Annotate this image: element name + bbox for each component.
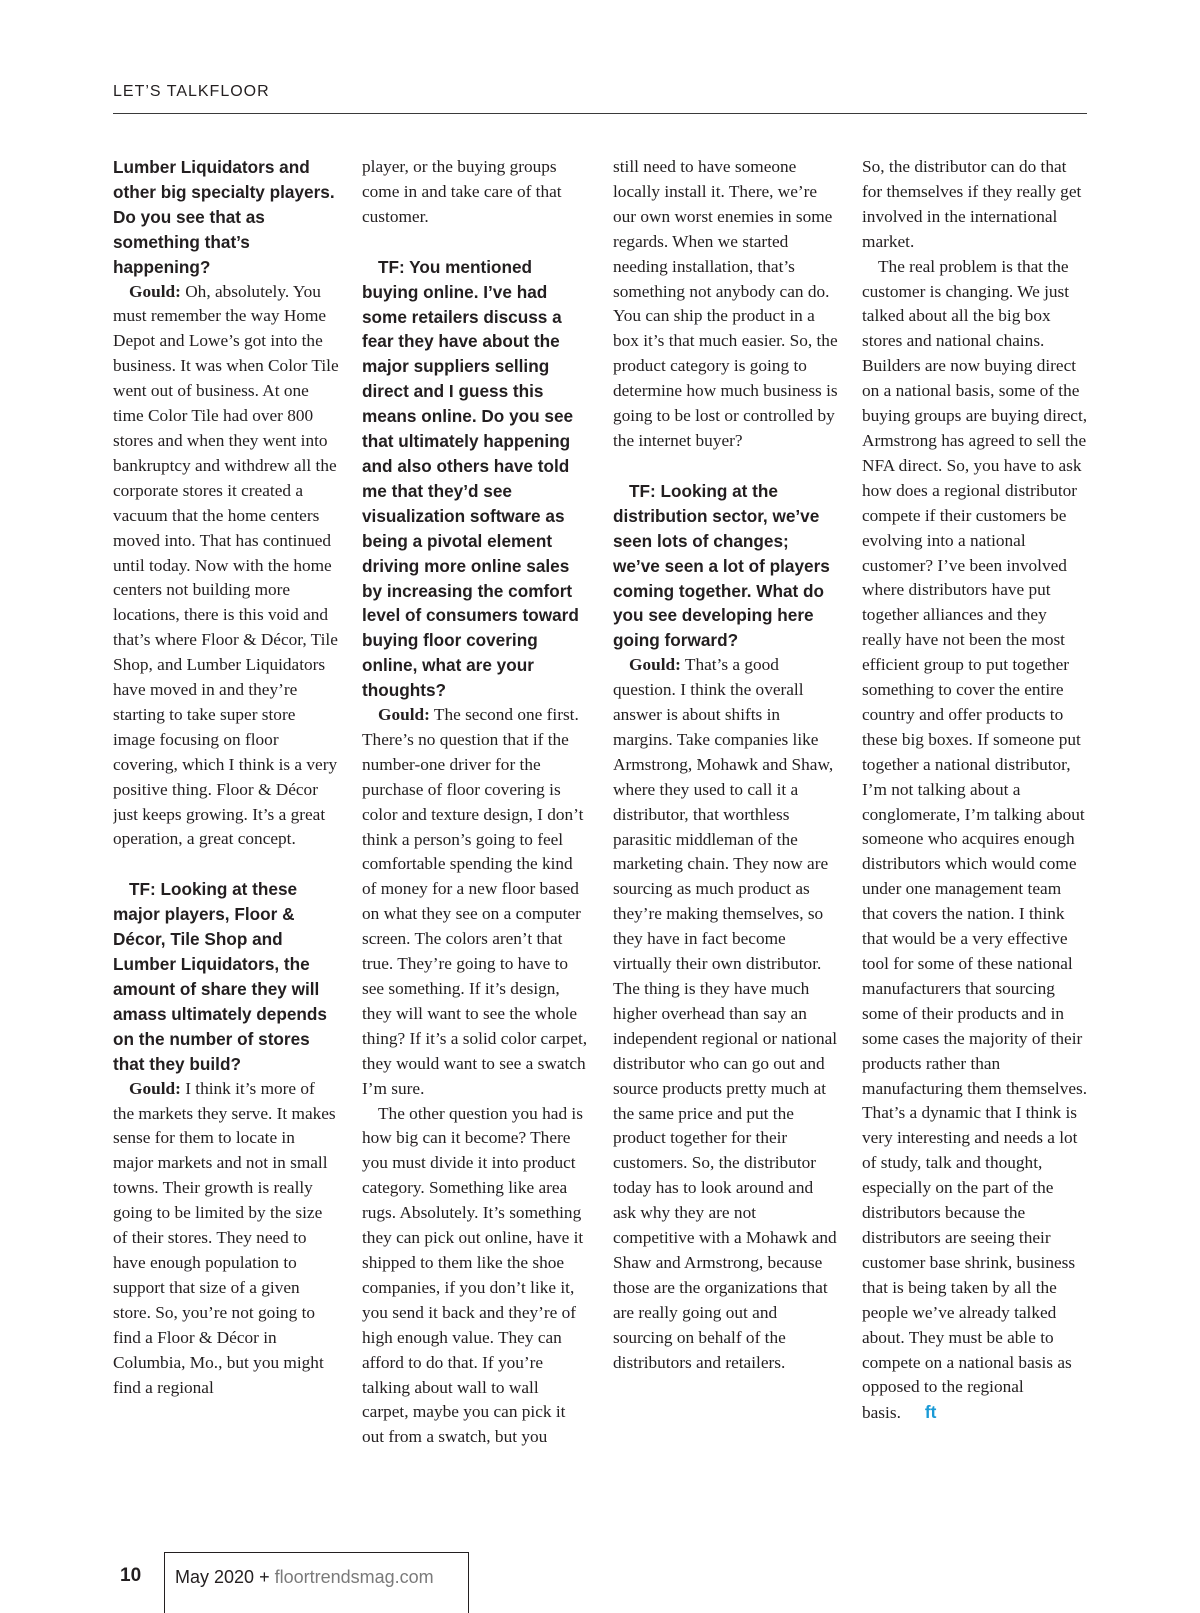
footer-separator: + xyxy=(259,1567,270,1587)
answer-paragraph: The other question you had is how big can it become? There you must divide it into product category. Something like area rugs. Absolutely. It’s something they can pick out online, have it shipped to them like the shoe companies, if you don’t like it, you send it back and they’re of high enough value. They can afford to do that. If you’re talking about wall to wall carpet, maybe you can pick it out from a swatch, but you xyxy=(362,1103,584,1447)
article-column-4 xyxy=(862,155,1088,1505)
article-column-3 xyxy=(613,155,839,1505)
answer-text: I think it’s more of the markets they serve. It makes sense for them to locate in major markets and not in small towns. Their growth is really going to be limited by the size of their stores. They need to have enough population to support that size of a given store. So, you’re not going to find a Floor & Décor in Columbia, Mo., but you might find a regional xyxy=(113,1078,336,1397)
answer-paragraph: So, the distributor can do that for themselves if they really get involved in the international market. xyxy=(862,157,1082,251)
speaker-label: Gould: xyxy=(129,1078,181,1098)
interview-question: Lumber Liquidators and other big specialty players. Do you see that as something that’s happening? xyxy=(113,157,335,277)
footer-issue-line xyxy=(175,1567,434,1588)
article-column-1 xyxy=(113,155,339,1505)
answer-text: That’s a good question. I think the overall answer is about shifts in margins. Take companies like Armstrong, Mohawk and Shaw, where they used to call it a distributor, that worthless parasitic middleman of the marketing chain. They now are sourcing as much product as they’re making themselves, so they have in fact become virtually their own distributor. The thing is they have much higher overhead than say an independent regional or national distributor who can go out and source products pretty much at the same price and put the product together for their customers. So, the distributor today has to look around and ask why they are not competitive with a Mohawk and Shaw and Armstrong, because those are the organizations that are really going out and sourcing on behalf of the distributors and retailers. xyxy=(613,655,838,1372)
answer-text: The real problem is that the customer is changing. We just talked about all the big box stores and national chains. Builders are now buying direct on a national basis, some of the buying groups are buying direct, Armstrong has agreed to sell the NFA direct. So, you have to ask how does a regional distributor compete if their customers be evolving into a national customer? I’ve been involved where distributors have put together alliances and they really have not been the most efficient group to put together something to cover the entire country and offer products to these big boxes. If someone put together a national distributor, I’m not talking about a conglomerate, I’m talking about someone who acquires enough distributors which would come under one management team that covers the nation. I think that would be a very effective tool for some of these national manufacturers that sourcing some of their products and in some cases the majority of their products rather than manufacturing them themselves. That’s a dynamic that I think is very interesting and needs a lot of study, talk and thought, especially on the part of the distributors because the distributors are seeing their customer base shrink, business that is being taken by all the people we’ve already talked about. They must be able to compete on a national basis as opposed to the regional basis. xyxy=(862,256,1088,1423)
answer-text: Oh, absolutely. You must remember the way Home Depot and Lowe’s got into the business. It was when Color Tile went out of business. At one time Color Tile had over 800 stores and when they went into bankruptcy and withdrew all the corporate stores it created a vacuum that the home centers moved into. That has continued until today. Now with the home centers not building more locations, there is this void and that’s where Floor & Décor, Tile Shop, and Lumber Liquidators have moved in and they’re starting to take super store image focusing on floor covering, which I think is a very positive thing. Floor & Décor just keeps growing. It’s a great operation, a great concept. xyxy=(113,281,339,849)
page-header xyxy=(113,81,1087,114)
answer-paragraph: player, or the buying groups come in and take care of that customer. xyxy=(362,157,562,226)
answer-paragraph xyxy=(862,255,1088,1427)
interview-answer xyxy=(362,703,588,1102)
interview-answer xyxy=(113,1077,339,1401)
speaker-label: Gould: xyxy=(129,281,181,301)
interview-answer xyxy=(613,653,839,1375)
end-mark-icon: ft xyxy=(924,1402,937,1423)
interview-question: TF: Looking at these major players, Floor & Décor, Tile Shop and Lumber Liquidators, the amount of share they will amass ultimately depends on the number of stores that they build? xyxy=(113,879,327,1074)
answer-paragraph: still need to have someone locally install it. There, we’re our own worst enemies in some regards. When we started needing installation, that’s something not anybody can do. You can ship the product in a box it’s that much easier. So, the product category is going to determine how much business is going to be lost or controlled by the internet buyer? xyxy=(613,157,838,450)
website-link[interactable]: floortrendsmag.com xyxy=(274,1567,434,1587)
speaker-label: Gould: xyxy=(378,705,430,725)
article-column-2 xyxy=(362,155,588,1505)
interview-question: TF: Looking at the distribution sector, we’ve seen lots of changes; we’ve seen a lot of players coming together. What do you see developing here going forward? xyxy=(613,480,830,651)
issue-date: May 2020 xyxy=(175,1567,255,1587)
interview-answer xyxy=(113,280,339,853)
footer-folio xyxy=(164,1552,469,1613)
speaker-label: Gould: xyxy=(629,655,681,675)
answer-text: The second one first. There’s no question that if the number-one driver for the purchase of floor covering is color and texture design, I don’t think a person’s going to feel comfortable spending the kind of money for a new floor based on what they see on a computer screen. The colors aren’t that true. They’re going to have to see something. If it’s design, they will want to see the whole thing? If it’s a solid color carpet, they would want to see a swatch I’m sure. xyxy=(362,705,588,1098)
interview-question: TF: You mentioned buying online. I’ve had some retailers discuss a fear they have about the major suppliers selling direct and I guess this means online. Do you see that ultimately happening and also others have told me that they’d see visualization software as being a pivotal element driving more online sales by increasing the comfort level of consumers toward buying floor covering online, what are your thoughts? xyxy=(362,256,579,701)
page-number: 10 xyxy=(120,1565,142,1586)
section-title: LET’S TALKFLOOR xyxy=(113,83,270,100)
